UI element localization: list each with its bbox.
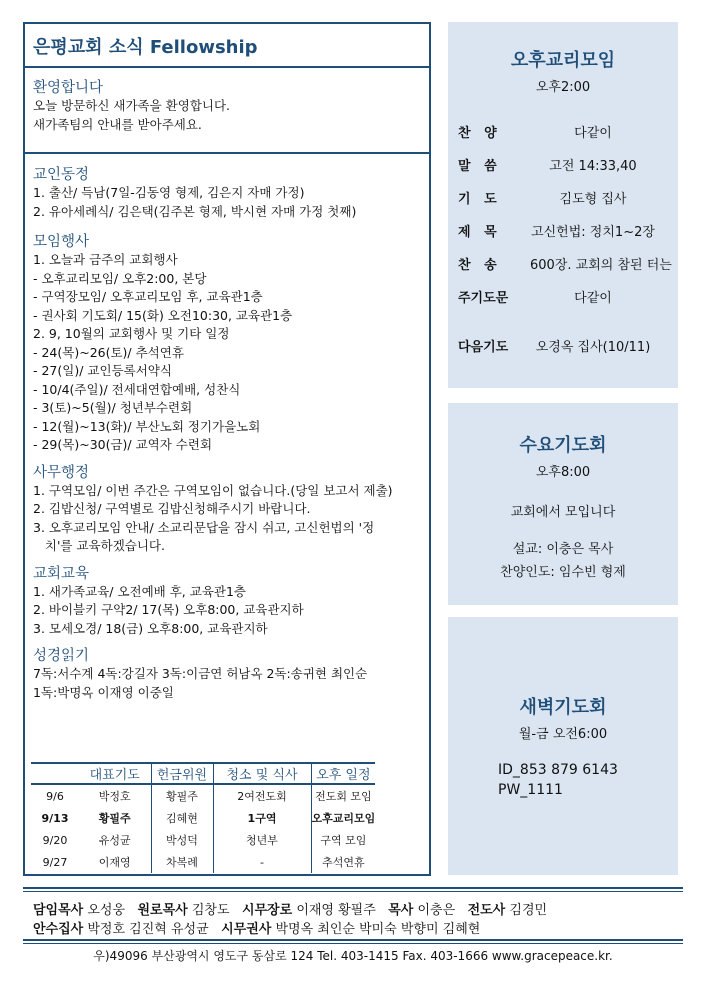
schedule-header [31,763,79,784]
education-line: 3. 모세오경/ 18(금) 오후8:00, 교육관지하 [33,620,268,636]
news-panel [23,22,431,876]
schedule-cell: 유성균 [98,834,131,847]
events-heading: 모임행사 [33,234,90,250]
dawn-time: 월-금 오전6:00 [518,727,608,742]
liturgy-value: 다같이 [574,126,612,141]
meeting-password: PW_1111 [498,782,563,798]
dawn-zoom-info [498,760,678,800]
liturgy-value: 김도형 집사 [559,192,627,207]
admin-line: 1. 구역모임/ 이번 주간은 구역모임이 없습니다.(당일 보고서 제출) [33,482,393,498]
education-line: 2. 바이블키 구약2/ 17(목) 오후8:00, 교육관지하 [33,602,304,617]
dawn-title: 새벽기도회 [519,697,607,718]
liturgy-label: 찬 양 [458,126,497,141]
staff-role: 담임목사 [33,903,84,918]
schedule-cell: 오후교리모임 [311,807,375,829]
meeting-id: ID_853 879 6143 [498,762,618,778]
bible-reading-line: 7독:서수계 4독:강길자 3독:이금연 허남옥 2독:송귀현 최인순 [33,666,368,681]
schedule-cell: 박정호 [98,790,131,803]
staff-role: 안수집사 [33,922,84,937]
admin-heading: 사무행정 [33,464,90,481]
page-title: 은평교회 소식 Fellowship [33,37,258,58]
schedule-cell: 황필주 [98,812,131,825]
admin-line: 3. 오후교리모임 안내/ 소교리문답을 잠시 쉬고, 고신헌법의 '정 [33,519,375,535]
education-line: 1. 새가족교육/ 오전예배 후, 교육관1층 [33,583,247,599]
wednesday-note: 교회에서 모입니다 [510,505,616,520]
footer-rule [23,887,683,889]
footer-rule [23,891,683,892]
next-prayer-value: 오경옥 집사(10/11) [535,340,651,355]
schedule-header: 청소 및 식사 [213,763,311,784]
events-line: 2. 9, 10월의 교회행사 및 기타 일정 [33,326,230,341]
events-line: - 27(일)/ 교인등록서약식 [33,363,172,378]
staff-role: 시무권사 [221,922,272,937]
liturgy-value: 고신헌법: 정치1~2장 [531,225,655,240]
next-prayer-label: 다음기도 [458,340,509,355]
table-row [31,829,375,851]
schedule-cell: 구역 모임 [311,829,375,851]
staff-role: 시무장로 [241,903,293,918]
liturgy-label: 제 목 [458,225,497,240]
schedule-cell: - [213,851,311,873]
welcome-section [25,66,429,154]
schedule-header: 헌금위원 [151,763,213,784]
schedule-table [31,762,375,873]
schedule-cell: 이재영 [98,856,131,869]
notices [25,152,429,702]
staff-names: 오성웅 [87,903,126,918]
schedule-cell: 박성덕 [151,829,213,851]
liturgy-value: 다같이 [574,291,612,306]
admin-line: 2. 김밥신청/ 구역별로 김밥신청해주시기 바랍니다. [33,501,311,516]
header-section [25,24,429,68]
education-heading: 교회교육 [33,565,90,582]
wednesday-title: 수요기도회 [519,435,607,456]
schedule-cell: 김혜현 [151,807,213,829]
staff-names: 박명옥 최인순 박미숙 박향미 김혜현 [275,922,481,937]
staff-role: 원로목사 [137,903,188,918]
table-row [31,784,375,807]
wednesday-preacher: 설교: 이충은 목사 [512,542,614,557]
events-line: - 24(목)~26(토)/ 추석연휴 [33,344,184,360]
news-line: 1. 출산/ 득남(7일-김동영 형제, 김은지 자매 가정) [33,185,305,200]
schedule-cell: 황필주 [151,784,213,807]
schedule-cell: 청년부 [213,829,311,851]
bible-reading-heading: 성경읽기 [33,648,90,664]
liturgy-label: 말 씀 [458,159,497,174]
welcome-line: 새가족팀의 안내를 받아주세요. [33,116,202,132]
staff-role: 목사 [388,903,414,918]
liturgy-value: 600장. 교회의 참된 터는 [530,258,672,273]
welcome-line: 오늘 방문하신 새가족을 환영합니다. [33,98,231,113]
schedule-header-row [31,763,375,784]
schedule-cell: 9/6 [46,789,64,803]
events-line: 1. 오늘과 금주의 교회행사 [33,252,178,267]
wednesday-panel [448,403,678,605]
footer-rule [23,943,683,944]
schedule-cell: 1구역 [213,807,311,829]
bible-reading-line: 1독:박명옥 이재영 이중일 [33,684,174,700]
welcome-heading: 환영합니다 [33,80,104,96]
schedule-cell: 차복례 [151,851,213,873]
schedule-header: 대표기도 [79,763,151,784]
liturgy-value: 고전 14:33,40 [549,159,637,174]
events-line: - 10/4(주일)/ 전세대연합예배, 성찬식 [33,381,241,397]
footer-rule [23,939,683,941]
events-line: - 3(토)~5(월)/ 청년부수련회 [33,400,193,415]
liturgy-label: 찬 송 [458,258,497,273]
staff-line [33,918,480,937]
staff-names: 김경민 [509,903,548,918]
staff-role: 전도사 [467,903,506,918]
schedule-cell: 9/27 [42,855,68,869]
table-row [31,851,375,873]
news-line: 2. 유아세례식/ 김은택(김주본 형제, 박시현 자매 가정 첫째) [33,203,357,219]
staff-line [33,899,547,918]
afternoon-service-title: 오후교리모임 [510,50,616,71]
admin-line: 치'를 교육하겠습니다. [33,538,165,553]
dawn-panel [448,617,678,875]
schedule-cell: 9/13 [41,811,69,825]
schedule-cell: 전도회 모임 [311,784,375,807]
schedule-cell: 2여전도회 [213,784,311,807]
church-address: 우)49096 부산광역시 영도구 동삼로 124 Tel. 403-1415 Fax. 403-1666 www.gracepeace.kr. [93,949,613,963]
staff-names: 김창도 [191,903,230,918]
events-line: - 권사회 기도회/ 15(화) 오전10:30, 교육관1층 [33,307,293,323]
events-line: - 12(월)~13(화)/ 부산노회 정기가을노회 [33,418,261,434]
liturgy-label: 주기도문 [458,291,509,306]
afternoon-service-panel [448,22,678,388]
afternoon-service-time: 오후2:00 [535,80,591,95]
liturgy-label: 기 도 [458,192,497,207]
staff-names: 이재영 황필주 [296,903,376,918]
schedule-header: 오후 일정 [311,763,375,784]
events-line: - 구역장모임/ 오후교리모임 후, 교육관1층 [33,289,263,304]
staff-names: 박정호 김진혁 유성균 [87,922,209,937]
table-row [31,807,375,829]
events-line: - 29(목)~30(금)/ 교역자 수련회 [33,437,213,452]
events-line: - 오후교리모임/ 오후2:00, 본당 [33,270,207,286]
news-heading: 교인동정 [33,167,90,183]
wednesday-worship-leader: 찬양인도: 임수빈 형제 [500,565,626,580]
wednesday-time: 오후8:00 [535,465,591,480]
schedule-cell: 추석연휴 [311,851,375,873]
schedule-cell: 9/20 [42,833,68,847]
staff-names: 이충은 [417,903,456,918]
